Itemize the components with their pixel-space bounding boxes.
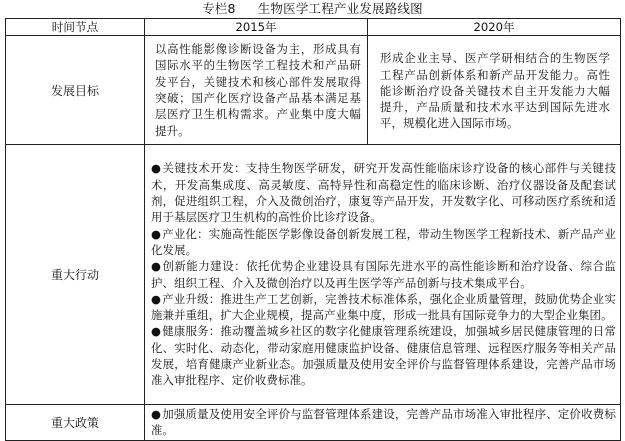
header-row bbox=[6, 19, 621, 36]
goals-2020-text: 形成企业主导、医产学研相结合的生物医学工程产品创新体系和新产品开发能力。高性能诊断治疗设备关键技术自主开发能力大幅提升，产品质量和技术水平达到国际先进水平，规模化进入国际市场。 bbox=[380, 51, 610, 131]
action-item-text: 健康服务：推动覆盖城乡社区的数字化健康管理系统建设，加强城乡居民健康管理的日常化、实时化、动态化，带动家庭用健康监护设备、健康信息管理、远程医疗服务等相关产品发展，培育健康产业新业态。加强质量及使用安全评价与监督管理体系建设，完善产品市场准入审批程序、定价收费标准。 bbox=[151, 324, 616, 388]
goals-label: 发展目标 bbox=[6, 36, 145, 145]
policy-item bbox=[151, 406, 616, 439]
actions-row bbox=[6, 145, 621, 405]
actions-cell bbox=[145, 145, 621, 405]
policies-label: 重大政策 bbox=[6, 405, 145, 441]
bullet-icon: ● bbox=[151, 226, 162, 241]
actions-label: 重大行动 bbox=[6, 145, 145, 405]
header-2015: 2015年 bbox=[145, 19, 368, 36]
bullet-icon: ● bbox=[151, 324, 162, 339]
goals-2020-cell bbox=[368, 36, 621, 145]
policies-list bbox=[145, 405, 620, 440]
action-item-text: 产业化：实施高性能医学影像设备创新发展工程，带动生物医学工程新技术、新产品产业化发展。 bbox=[151, 226, 616, 257]
goals-2015-cell bbox=[145, 36, 368, 145]
action-item-text: 关键技术开发：支持生物医学研发，研究开发高性能临床诊疗设备的核心部件与关键技术，开发高集成度、高灵敏度、高特异性和高稳定性的临床诊断、治疗仪器设备及配套试剂，促进组织工程，介入及微创治疗，康复等产品开发，开发数字化、可移动医疗系统和适用于基层医疗卫生机构的高性价比诊疗设备。 bbox=[151, 161, 617, 225]
bullet-icon: ● bbox=[151, 291, 162, 306]
policies-row bbox=[6, 405, 621, 441]
action-item-text: 产业升级：推进生产工艺创新，完善技术标准体系，强化企业质量管理，鼓励优势企业实施兼并重组，扩大企业规模，提高产业集中度，形成一批具有国际竞争力的大型企业集团。 bbox=[151, 291, 616, 323]
action-item-innovation-capacity bbox=[151, 258, 616, 291]
table-caption bbox=[0, 0, 625, 18]
column-tag: 专栏8 bbox=[202, 1, 236, 16]
action-item-health-service bbox=[151, 323, 616, 388]
actions-list bbox=[145, 159, 620, 389]
header-2020: 2020年 bbox=[368, 19, 621, 36]
action-item-key-tech bbox=[151, 160, 616, 225]
action-item-industry-upgrade bbox=[151, 291, 616, 324]
table-title: 生物医学工程产业发展路线图 bbox=[257, 1, 423, 16]
policy-item-text: 加强质量及使用安全评价与监督管理体系建设，完善产品市场准入审批程序、定价收费标准。 bbox=[151, 407, 616, 438]
action-item-text: 创新能力建设：依托优势企业建设具有国际先进水平的高性能诊断和治疗设备、综合监护、组织工程、介入及微创治疗以及再生医学等产品创新与技术集成平台。 bbox=[151, 259, 617, 290]
action-item-industrialization bbox=[151, 226, 616, 259]
goals-row bbox=[6, 36, 621, 145]
goals-2015-text: 以高性能影像诊断设备为主，形成具有国际水平的生物医学工程技术和产品研发平台，关键技术和核心部件发展取得突破；国产化医疗设备产品基本满足基层医疗卫生机构需求。产业集中度大幅提升。 bbox=[155, 42, 361, 138]
bullet-icon: ● bbox=[151, 407, 162, 421]
header-time-node: 时间节点 bbox=[6, 19, 145, 36]
bullet-icon: ● bbox=[151, 161, 162, 176]
policies-cell bbox=[145, 405, 621, 441]
roadmap-table bbox=[5, 18, 621, 441]
bullet-icon: ● bbox=[151, 259, 162, 274]
